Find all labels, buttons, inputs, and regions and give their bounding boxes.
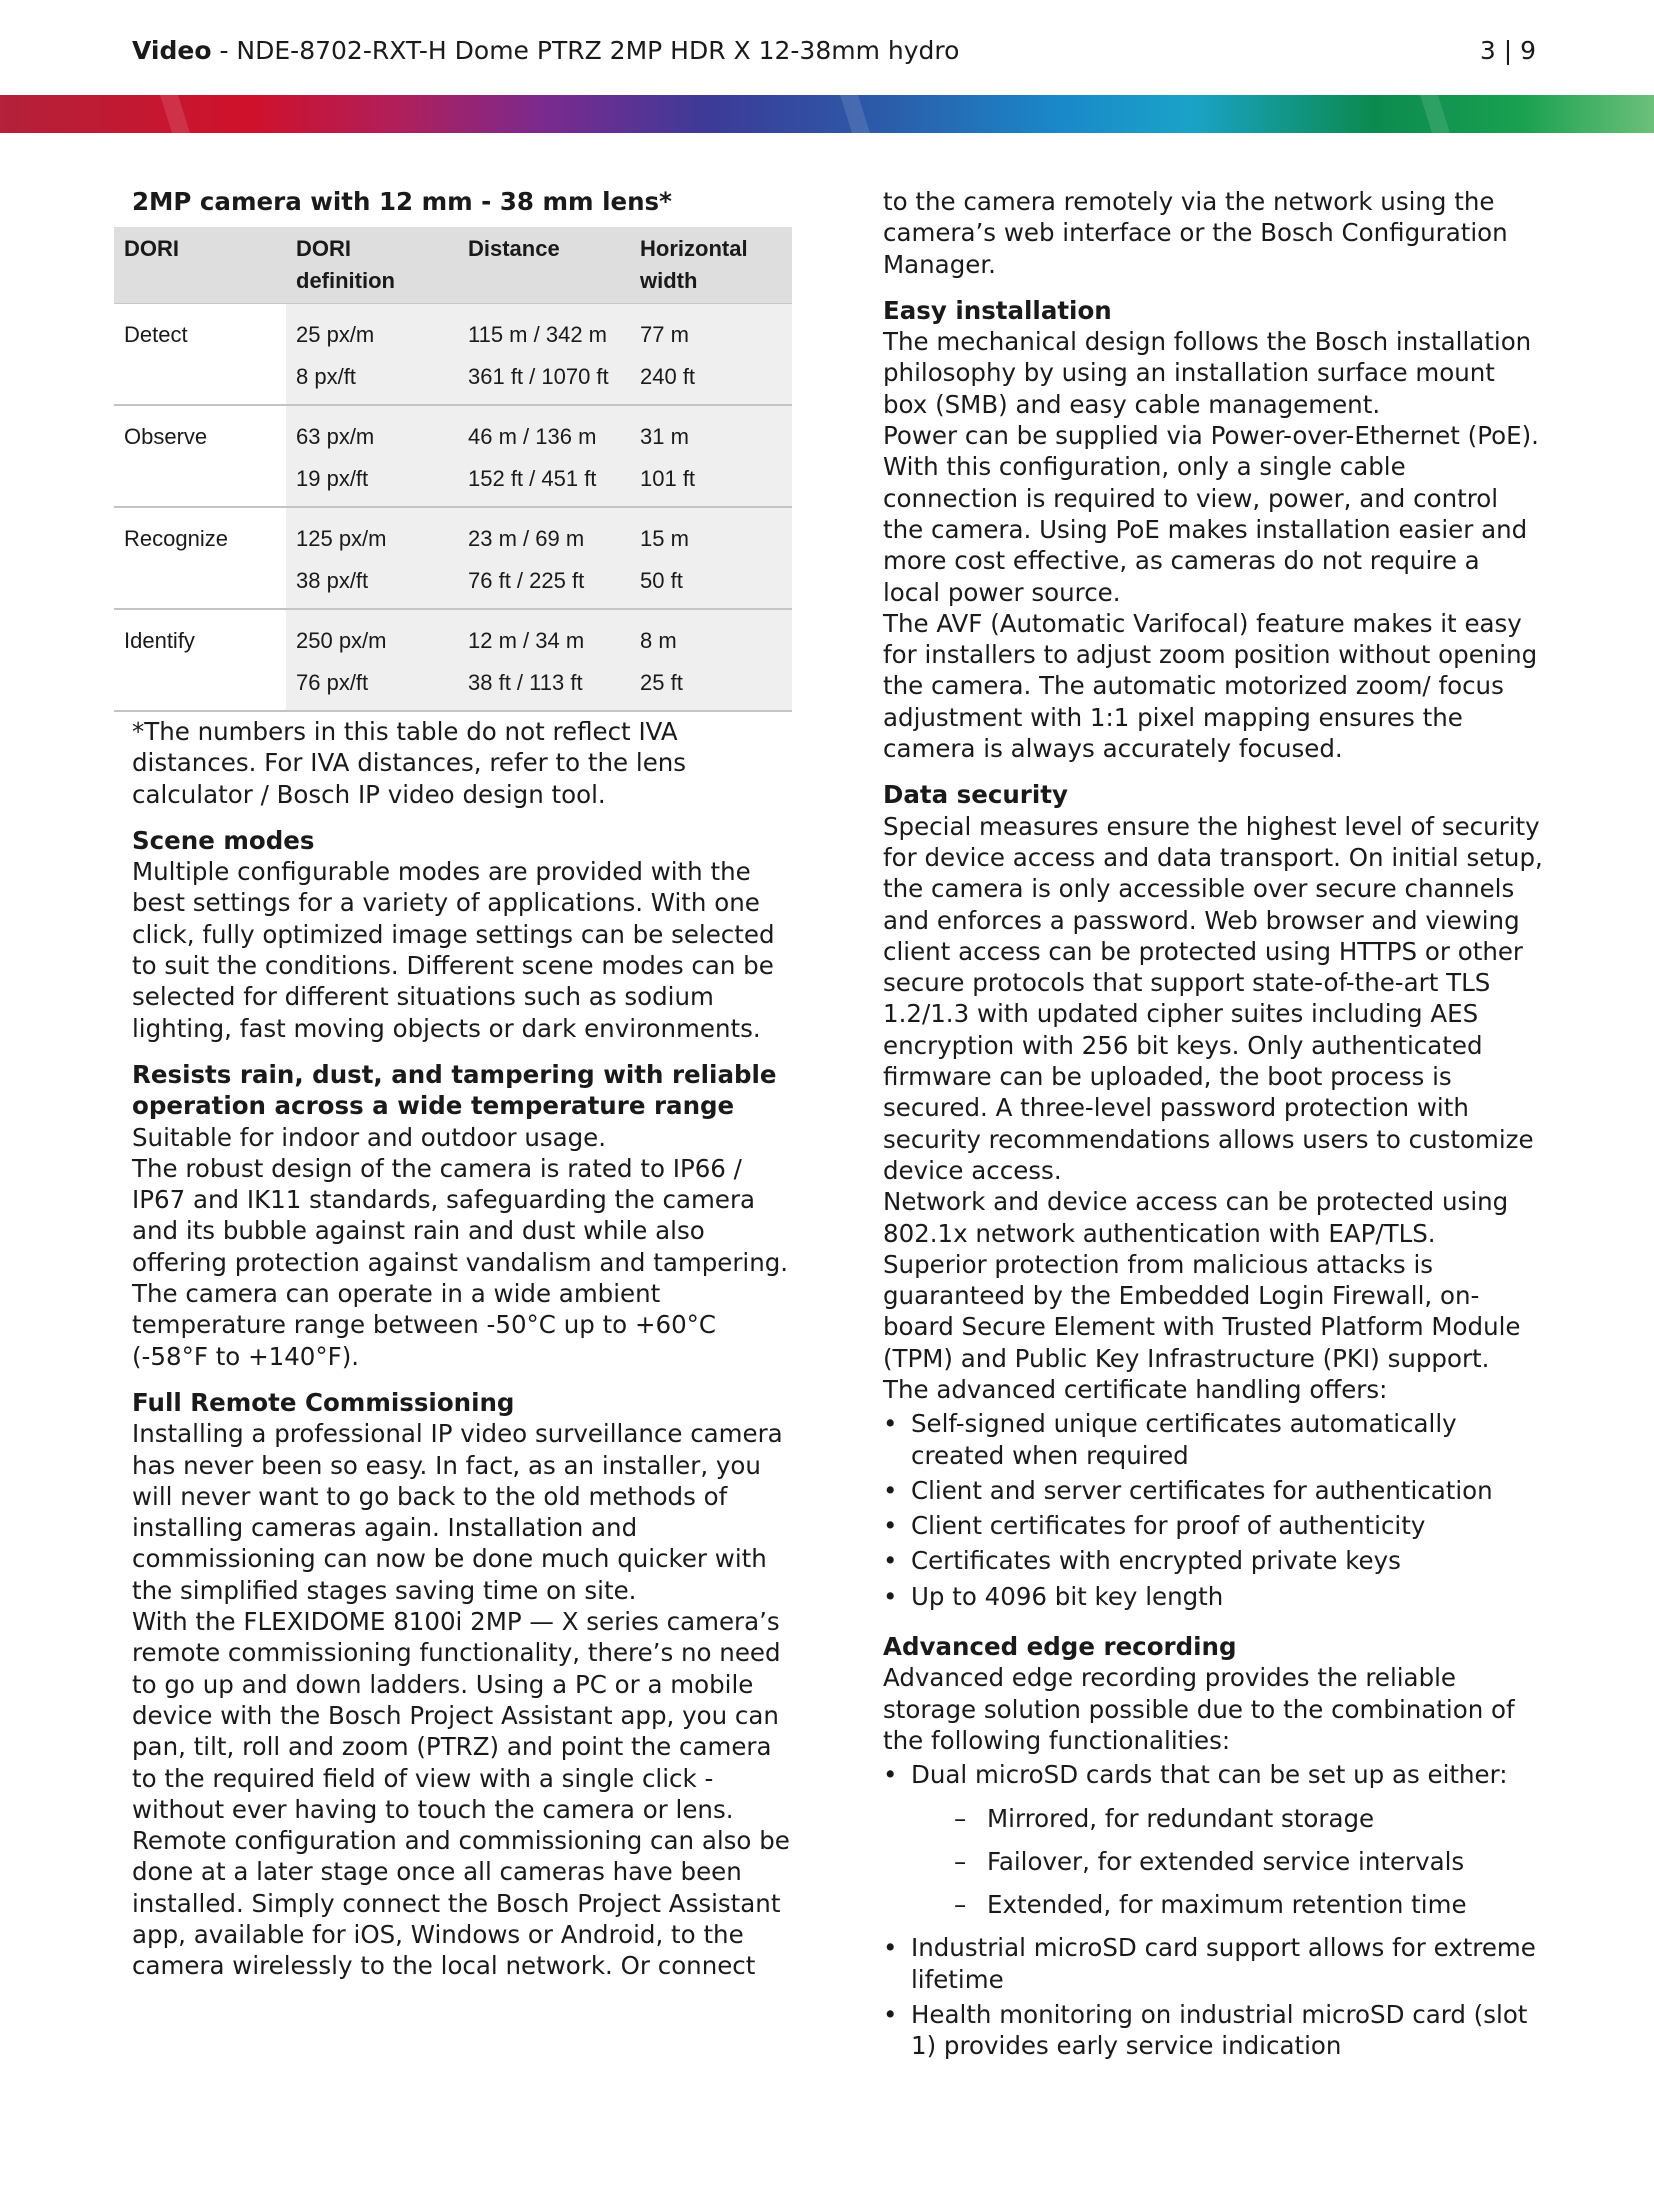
paragraph: Multiple configurable modes are provided with the best settings for a variety of applications. With one click, fully optimized image settings can be selected to suit the conditions. Different scene modes can be selected for different situations such as sodium lighting, fast moving objects or dark environments. <box>132 857 775 1043</box>
cell-value: 115 m / 342 m <box>468 322 607 347</box>
list-item-text: Client and server certificates for authentication <box>911 1475 1493 1505</box>
section-heading: Data security <box>883 780 1068 810</box>
paragraph: With the FLEXIDOME 8100i 2MP — X series camera’s remote commissioning functionality, there’s no need to go up and down ladders. Using a PC or a mobile device with the Bosch Project Assistant app, you can pan, tilt, roll and zoom (PTRZ) and point the camera to the required field of view with a single click - without ever having to touch the camera or lens. Remote configuration and commissioning can also be done at a later stage once all cameras have been installed. Simply connect the Bosch Project Assistant app, available for iOS, Windows or Android, to the camera wirelessly to the local network. Or connect <box>132 1607 790 1981</box>
page-header <box>132 36 1536 72</box>
table-cell <box>458 609 630 711</box>
cell-value: 76 px/ft <box>296 670 369 695</box>
cell-value: 8 m <box>640 628 677 653</box>
paragraph: Suitable for indoor and outdoor usage. <box>132 1122 607 1152</box>
section-heading: Advanced edge recording <box>883 1632 1237 1662</box>
table-cell <box>630 609 792 711</box>
dash-icon: – <box>954 1846 967 1876</box>
list-item-text: Extended, for maximum retention time <box>987 1890 1467 1920</box>
table-cell <box>286 507 458 609</box>
table-row <box>114 609 792 711</box>
table-cell <box>630 507 792 609</box>
cell-value: 25 ft <box>640 670 683 695</box>
bullet-icon: • <box>883 1933 898 1963</box>
section-heading: Easy installation <box>883 295 1112 325</box>
paragraph: Network and device access can be protected using 802.1x network authentication with EAP/TLS. <box>883 1187 1509 1248</box>
band-chevron <box>1420 95 1450 133</box>
band-chevron <box>160 95 190 133</box>
table-row <box>114 304 792 406</box>
table-cell <box>286 304 458 406</box>
row-label: Detect <box>114 304 286 406</box>
cell-value: 361 ft / 1070 ft <box>468 364 609 389</box>
table-footnote: *The numbers in this table do not reflect IVA distances. For IVA distances, refer to the lens calculator / Bosch IP video design tool. <box>132 717 687 809</box>
cell-value: 250 px/m <box>296 628 387 653</box>
cell-value: 38 ft / 113 ft <box>468 670 583 695</box>
table-row <box>114 405 792 507</box>
section-heading: Resists rain, dust, and tampering with reliable operation across a wide temperature range <box>132 1059 777 1121</box>
dash-icon: – <box>954 1890 967 1920</box>
table-title: 2MP camera with 12 mm - 38 mm lens* <box>132 187 672 216</box>
list-item-text: Certificates with encrypted private keys <box>911 1546 1401 1576</box>
list-item <box>883 1581 1543 1612</box>
bullet-icon: • <box>883 1760 898 1790</box>
paragraph: The AVF (Automatic Varifocal) feature makes it easy for installers to adjust zoom position without opening the camera. The automatic motorized zoom/ focus adjustment with 1:1 pixel mapping ensures the camera is always accurately focused. <box>883 608 1538 764</box>
table-cell <box>630 304 792 406</box>
list-item <box>883 1759 1543 1920</box>
cell-value: 19 px/ft <box>296 466 369 491</box>
band-chevron <box>840 95 870 133</box>
column-header: DORI definition <box>286 227 458 304</box>
table-cell <box>286 609 458 711</box>
column-header: Horizontal width <box>630 227 792 304</box>
sub-list <box>911 1803 1543 1921</box>
row-label: Recognize <box>114 507 286 609</box>
cell-value: 25 px/m <box>296 322 375 347</box>
section-heading: Scene modes <box>132 825 315 855</box>
cell-value: 46 m / 136 m <box>468 424 597 449</box>
list-item-text: Failover, for extended service intervals <box>987 1846 1465 1876</box>
list-item-text: Self-signed unique certificates automatically created when required <box>911 1409 1457 1470</box>
bullet-icon: • <box>883 1546 898 1576</box>
cell-value: 23 m / 69 m <box>468 526 585 551</box>
paragraph: Installing a professional IP video surveillance camera has never been so easy. In fact, as an installer, you will never want to go back to the old methods of installing cameras again. Installation and commissioning can now be done much quicker with the simplified stages saving time on site. <box>132 1419 783 1605</box>
page-number: 3 | 9 <box>1479 36 1536 65</box>
bullet-icon: • <box>883 1475 898 1505</box>
dori-table <box>114 227 792 712</box>
paragraph: The mechanical design follows the Bosch installation philosophy by using an installation surface mount box (SMB) and easy cable management. <box>883 327 1532 419</box>
list-item-text: Industrial microSD card support allows for extreme lifetime <box>911 1933 1536 1994</box>
row-label: Observe <box>114 405 286 507</box>
dash-icon: – <box>954 1803 967 1833</box>
cell-value: 240 ft <box>640 364 696 389</box>
cell-value: 77 m <box>640 322 689 347</box>
bullet-list <box>883 1759 1543 2061</box>
paragraph: to the camera remotely via the network using the camera’s web interface or the Bosch Configuration Manager. <box>883 187 1508 279</box>
list-item-text: Up to 4096 bit key length <box>911 1581 1224 1611</box>
bullet-list <box>883 1408 1543 1612</box>
list-item <box>883 1545 1543 1576</box>
paragraph: Advanced edge recording provides the reliable storage solution possible due to the combination of the following functionalities: <box>883 1663 1515 1755</box>
document-title-category: Video <box>132 36 212 65</box>
cell-value: 8 px/ft <box>296 364 356 389</box>
cell-value: 76 ft / 225 ft <box>468 568 585 593</box>
left-column <box>124 186 792 1982</box>
document-title-product: - NDE-8702-RXT-H Dome PTRZ 2MP HDR X 12-38mm hydro <box>211 36 960 65</box>
table-cell <box>458 507 630 609</box>
cell-value: 12 m / 34 m <box>468 628 585 653</box>
cell-value: 15 m <box>640 526 689 551</box>
cell-value: 101 ft <box>640 466 696 491</box>
cell-value: 38 px/ft <box>296 568 369 593</box>
table-header-row <box>114 227 792 304</box>
list-item <box>883 1510 1543 1541</box>
paragraph: Power can be supplied via Power-over-Ethernet (PoE). With this configuration, only a single cable connection is required to view, power, and control the camera. Using PoE makes installation easier and more cost effective, as cameras do not require a local power source. <box>883 421 1539 607</box>
cell-value: 31 m <box>640 424 689 449</box>
right-column <box>883 186 1543 2066</box>
paragraph: The advanced certificate handling offers: <box>883 1374 1388 1404</box>
list-item-text: Health monitoring on industrial microSD card (slot 1) provides early service indication <box>911 2000 1528 2061</box>
table-cell <box>458 405 630 507</box>
table-cell <box>458 304 630 406</box>
column-header: DORI <box>114 227 286 304</box>
sub-list-item <box>911 1803 1543 1834</box>
list-item-text: Dual microSD cards that can be set up as either: <box>911 1760 1508 1790</box>
list-item <box>883 1999 1543 2062</box>
sub-list-item <box>911 1889 1543 1920</box>
cell-value: 63 px/m <box>296 424 375 449</box>
paragraph: Superior protection from malicious attacks is guaranteed by the Embedded Login Firewall, on-board Secure Element with Trusted Platform Module (TPM) and Public Key Infrastructure (PKI) support. <box>883 1249 1521 1373</box>
table-cell <box>286 405 458 507</box>
table-cell <box>630 405 792 507</box>
column-header: Distance <box>458 227 630 304</box>
document-title <box>132 36 959 65</box>
row-label: Identify <box>114 609 286 711</box>
bullet-icon: • <box>883 2000 898 2030</box>
bullet-icon: • <box>883 1581 898 1611</box>
bullet-icon: • <box>883 1511 898 1541</box>
cell-value: 152 ft / 451 ft <box>468 466 597 491</box>
list-item-text: Client certificates for proof of authenticity <box>911 1511 1426 1541</box>
sub-list-item <box>911 1846 1543 1877</box>
bullet-icon: • <box>883 1409 898 1439</box>
cell-value: 50 ft <box>640 568 683 593</box>
list-item <box>883 1408 1543 1471</box>
list-item-text: Mirrored, for redundant storage <box>987 1803 1375 1833</box>
section-heading: Full Remote Commissioning <box>132 1387 515 1417</box>
paragraph: The robust design of the camera is rated to IP66 / IP67 and IK11 standards, safeguarding the camera and its bubble against rain and dust while also offering protection against vandalism and tampering. The camera can operate in a wide ambient temperature range between -50°C up to +60°C (-58°F to +140°F). <box>132 1153 789 1371</box>
cell-value: 125 px/m <box>296 526 387 551</box>
paragraph: Special measures ensure the highest level of security for device access and data transport. On initial setup, the camera is only accessible over secure channels and enforces a password. Web browser and viewing client access can be protected using HTTPS or other secure protocols that support state-of-the-art TLS 1.2/1.3 with updated cipher suites including AES encryption with 256 bit keys. Only authenticated firmware can be uploaded, the boot process is secured. A three-level password protection with security recommendations allows users to customize device access. <box>883 811 1543 1185</box>
list-item <box>883 1932 1543 1995</box>
list-item <box>883 1475 1543 1506</box>
brand-color-band <box>0 95 1654 133</box>
table-row <box>114 507 792 609</box>
